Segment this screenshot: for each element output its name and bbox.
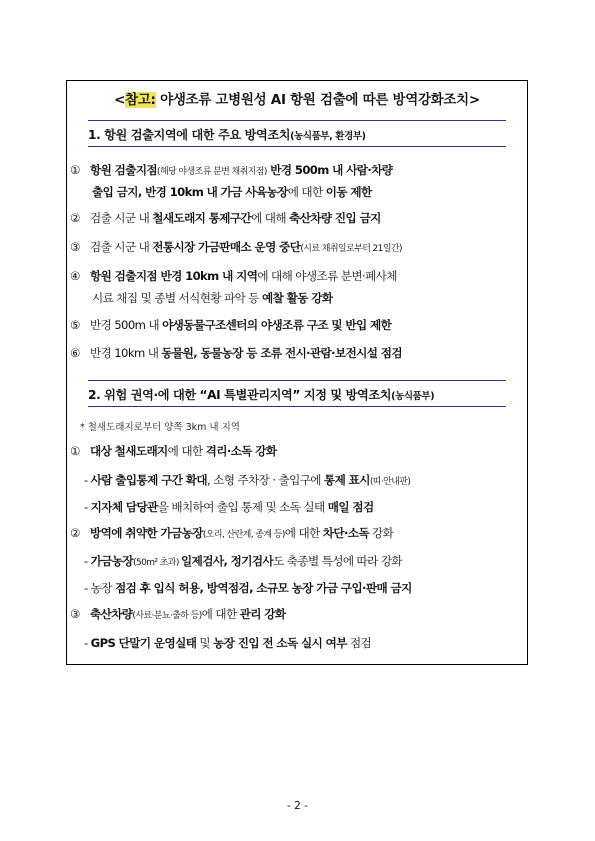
dash: -: [84, 473, 91, 487]
text: 및: [196, 636, 214, 650]
item-number: ③: [70, 607, 80, 621]
text-bold: 대상: [90, 444, 115, 458]
text-small: (사료·분뇨·출하 등): [132, 611, 202, 621]
text-bold: 철새도래지 통제구간: [152, 211, 252, 225]
s2-sub-2: [84, 499, 374, 515]
text-bold: 점검 후 입식 허용, 방역점검, 소규모 농장 가금 구입·판매 금지: [114, 581, 412, 595]
text-small: (오리, 산란계, 종계 등): [202, 530, 285, 540]
s1-item-2: [70, 211, 381, 225]
text-bold: 전통시장 가금판매소 운영 중단: [152, 240, 301, 254]
text-small: (띠·안내판): [369, 477, 411, 487]
text-bold: 동물원, 동물농장 등 조류 전시·관람·보전시설 점검: [161, 346, 403, 360]
text-bold: 출입 금지, 반경 10km 내 가금 사육농장: [92, 185, 288, 199]
s1-item-1-cont: [92, 184, 372, 200]
text-bold: 매일 점검: [327, 500, 374, 514]
s1-item-3: [70, 240, 402, 256]
text-bold: 농장 진입 전 소독 실시 여부: [213, 636, 347, 650]
section2-heading: [88, 386, 508, 403]
text: 에 대해: [251, 211, 290, 225]
text-bold: 반경 500m 내 사람·차량: [266, 163, 393, 177]
section1-source: (농식품부, 환경부): [290, 131, 366, 142]
section2-top-rule: [88, 380, 506, 381]
text-bold: 예찰 활동 강화: [262, 291, 333, 305]
text-bold: GPS 단말기 운영실태: [90, 636, 197, 650]
text-bold: 격리·소독 강화: [205, 444, 277, 458]
s2-item-3: [70, 607, 286, 623]
s1-item-4: [70, 269, 397, 283]
item-number: ②: [70, 526, 80, 540]
dash: -: [84, 636, 91, 650]
text-bold: 축산차량: [90, 607, 133, 621]
title-text: 야생조류 고병원성 AI 항원 검출에 따른 방역강화조치: [155, 92, 469, 108]
item-number: ②: [70, 211, 80, 225]
s2-sub-4: [84, 580, 412, 596]
text: 에 대한: [287, 185, 326, 199]
text-bold: 지자체 담당관: [90, 500, 158, 514]
text-bold: 가금농장: [90, 554, 134, 568]
dash: -: [84, 581, 91, 595]
text-bold: 방역에 취약한 가금농장: [90, 526, 203, 540]
text: 점검: [346, 636, 372, 650]
text-bold: 항원 검출지점 반경 10km 내 지역: [90, 269, 258, 283]
section1-title: 1. 항원 검출지역에 대한 주요 방역조치: [88, 128, 291, 142]
text: 도 축종별 특성에 따라 강화: [273, 554, 403, 568]
section2-bottom-rule: [88, 406, 506, 407]
text-bold: 철새도래지: [114, 444, 168, 458]
text-bold: 차단·소독: [322, 526, 369, 540]
text: 을 배치하여 출입 통제 및 소독 실태: [157, 500, 328, 514]
text: 강화: [368, 526, 394, 540]
dash: -: [84, 554, 91, 568]
s2-item-1: [70, 444, 276, 458]
section2-title: 2. 위험 권역: [88, 388, 154, 402]
text-bold: 사람 출입통제 구간 확대: [90, 473, 207, 487]
item-number: ⑥: [70, 346, 80, 360]
text: 검출 시군 내: [90, 211, 153, 225]
text: 시료 채집 및 종별 서식현황 파악 등: [92, 291, 262, 305]
text-bold: 항원 검출지점: [90, 163, 158, 177]
text: 에 대해 야생조류 분변·폐사체: [257, 269, 397, 283]
s1-item-6: [70, 346, 402, 360]
text-bold: 통제 표시: [323, 473, 370, 487]
text: 에 대한: [284, 526, 323, 540]
text: 검출 시군 내: [90, 240, 153, 254]
text-bold: 야생동물구조센터의 야생조류 구조 및 반입 제한: [162, 318, 392, 332]
item-number: ①: [70, 163, 80, 177]
text-bold: 일제검사, 정기검사: [181, 554, 274, 568]
section1-top-rule: [88, 120, 506, 121]
text-bold: 관리 강화: [239, 607, 286, 621]
item-number: ①: [70, 444, 80, 458]
reference-tag: 참고:: [125, 92, 156, 108]
text-small: (시료 채취일로부터 21일간): [300, 244, 402, 254]
s2-item-2: [70, 526, 393, 542]
page-number: - 2 -: [287, 800, 308, 812]
text-small: (해당 야생조류 분변 채취지점): [157, 167, 267, 177]
title-close-bracket: >: [468, 92, 480, 108]
section1-bottom-rule: [88, 146, 506, 147]
item-number: ④: [70, 269, 80, 283]
text: , 소형 주차장 · 출입구에: [206, 473, 324, 487]
s2-sub-5: [84, 635, 371, 651]
s1-item-5: [70, 318, 391, 332]
text: 반경 10km 내: [90, 346, 162, 360]
text: 에 대한: [167, 444, 206, 458]
text: 에 대한: [201, 607, 240, 621]
text: 반경 500m 내: [90, 318, 163, 332]
item-number: ⑤: [70, 318, 80, 332]
dash: -: [84, 500, 91, 514]
s1-item-4-cont: [92, 290, 332, 306]
text-bold: 이동 제한: [325, 185, 372, 199]
text: 농장: [90, 581, 115, 595]
title-open-bracket: <: [114, 92, 126, 108]
s2-sub-3: [84, 553, 402, 569]
text-small: (50m² 초과): [133, 558, 182, 568]
box-title: [66, 88, 528, 108]
item-number: ③: [70, 240, 80, 254]
s2-sub-1: [84, 472, 410, 488]
section2-source: (농식품부): [391, 391, 435, 402]
section1-heading: [88, 126, 508, 143]
section2-title-cont: ·에 대한 “AI 특별관리지역” 지정 및 방역조치: [153, 388, 392, 402]
section2-footnote: * 철새도래지로부터 양쪽 3km 내 지역: [80, 422, 240, 433]
text-bold: 축산차량 진입 금지: [289, 211, 381, 225]
s1-item-1: [70, 163, 392, 179]
